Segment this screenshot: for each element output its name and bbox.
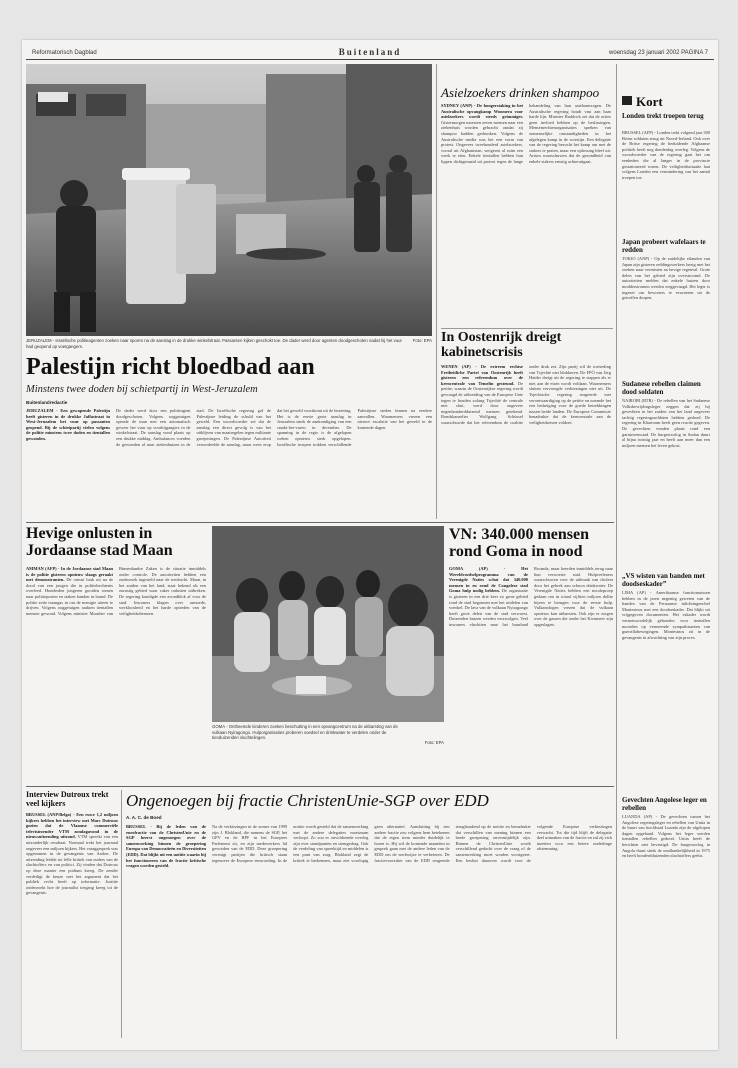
goma-photo-credit: Foto: EPA — [424, 740, 444, 745]
paper-name: Reformatorisch Dagblad — [32, 50, 97, 56]
sidebar-divider — [616, 64, 617, 1039]
kort-item-title: Gevechten Angolese leger en rebellen — [622, 796, 707, 812]
jordan-headline: Hevige onlusten in Jordaanse stad Maan — [26, 525, 173, 559]
kort-item-title: „VS wisten van banden met doodseskader” — [622, 572, 705, 588]
jordan-text: De onrust brak uit na de dood van een jongen die in politiehechtenis overleed. Honderden jongeren gooiden stenen naar politieposten en staken banden in brand. De politie zette traangas in om de menigte uiteen te drijven. Volgens ooggetuigen raakten tientallen mensen gewond. Volgens minister Muasher van Binnenlandse Zaken is de situatie inmiddels onder controle. De autoriteiten hebben een onderzoek ingesteld naar de toedracht. Maan, in het zuiden van het land, staat bekend als een onrustig gebied waar vaker onlusten uitbreken. De regering kondigde een avondklok af voor de stad. Inwoners klagen over armoede, werkloosheid en het harde optreden van de veiligheidsdiensten. — [26, 566, 206, 616]
asylum-headline: Asielzoekers drinken shampoo — [441, 85, 600, 100]
edd-headline: Ongenoegen bij fractie ChristenUnie-SGP over EDD — [126, 791, 489, 810]
kort-item-body: TOKIO (ANP) - Op de zuidelijke eilanden van Japan zijn gisteren reddingswerkers bezig met het zoeken naar vermisten na hevige regenval. Grote delen van het gebied zijn overstroomd. De autoriteiten melden dat enkele huizen door modderstromen werden weggevaagd. Het leger is ingezet om bewoners te evacueren uit de getroffen dorpen. — [622, 256, 710, 301]
kort-label: Kort — [636, 94, 663, 109]
dutroux-lead: BRUSSEL (ANP/Belga) - Een ruwe 1,2 miljoen kijkers hebben het interview met Marc Dutroux gezien dat de Vlaamse commerciële televisiezender VTM zondagavond in de nieuwsuitzending uitzond. — [26, 812, 118, 840]
header-rule — [26, 59, 714, 60]
asylum-lead: SYDNEY (ANP) - De hongerstaking in het Australische opvangkamp Woomera voor asielzoekers wordt steeds grimmiger. — [441, 103, 523, 120]
austria-headline: In Oostenrijk dreigt kabinetscrisis — [441, 330, 562, 360]
newspaper-page — [22, 40, 718, 1050]
goma-text: De organisatie is gisteren in een drie keer zo grote gebied rond de stad begonnen met het uitdelen van voedsel. De lava van de vulkaan Nyiragongo heeft grote delen van de stad verwoest. Duizenden huizen werden verzwolgen. Veel inwoners vluchtten naar het buurland Rwanda, maar keerden inmiddels terug naar hun verwoeste stad. Hulpverleners waarschuwen voor de uitbraak van cholera door het gebrek aan schoon drinkwater. De Verenigde Naties hebben een noodoproep gedaan om in totaal vijftien miljoen dollar bijeen te brengen voor de eerste hulp. Vulkanologen vrezen dat de vulkaan opnieuw kan uitbarsten. Ook zijn er zorgen over de gassen die onder het Kivumeer zijn opgeslagen. — [449, 566, 613, 627]
main-photo — [26, 64, 432, 336]
page-header — [26, 44, 714, 58]
kort-item-title: Londen trekt troepen terug — [622, 112, 704, 120]
asylum-body — [441, 103, 611, 325]
dutroux-text: VTM spreekt van een uitzonderlijk resultaat. Normaal trekt het journaal ongeveer een miljoen kijkers. Het vraaggesprek was opgenomen in de gevangenis van Aarlen. De uitzending leidde tot felle kritiek van ouders van de slachtoffers en van politici. Zij vinden dat Dutroux op deze manier een podium kreeg. De zender verdedigt de keuze met het argument dat het publiek recht heeft op informatie. Justitie onderzoekt hoe de journalist toegang kreeg tot de gevangenis. — [26, 834, 118, 896]
austria-lead: WENEN (AP) - De extreem rechtse Freiheitliche Partei van Oostenrijk heeft gisteren een referendum over de kerncentrale van Temelín gesteund. — [441, 364, 523, 386]
goma-body — [449, 566, 613, 782]
austria-body — [441, 364, 611, 514]
jordan-lead: AMMAN (AFP) - In de Jordaanse stad Maan is de politie gisteren opnieuw slaags geraakt met demonstranten. — [26, 566, 113, 583]
section-title: Buitenland — [338, 47, 402, 57]
goma-headline: VN: 340.000 mensen rond Goma in nood — [449, 526, 589, 560]
main-subtitle: Minstens twee doden bij schietpartij in West-Jeruzalem — [26, 384, 258, 395]
date-page: woensdag 23 januari 2002 PAGINA 7 — [609, 50, 708, 56]
kort-marker — [622, 96, 632, 105]
main-body: De dader werd door een politieagent doodgeschoten. Volgens ooggetuigen opende de man met een automatisch geweer het vuur op voorbijgangers in de winkelstraat. De aanslag vond plaats op een drukke middag. Ambulances voerden de gewonden af naar ziekenhuizen in de stad. De Israëlische regering gaf de Palestijnse leiding de schuld van het geweld. Een woordvoerder zei dat de aanslag een direct gevolg is van het uitblijven van maatregelen tegen militante groeperingen. De Palestijnse Autoriteit veroordeelde de aanslag, maar wees erop dat het geweld voortkomt uit de bezetting. Het is de eerste grote aanslag in Jeruzalem sinds de aankondiging van een staakt-het-vuren in december. De spanning in de regio is de afgelopen weken opnieuw sterk opgelopen. Israëlische troepen trokken verschillende Palestijnse steden binnen na eerdere aanvallen. Waarnemers vrezen een nieuwe escalatie van het geweld in de komende dagen. — [116, 408, 432, 447]
austria-text: De petitie, waarin de Oostenrijkse regering wordt gevraagd de uitbreiding van de Europese Unie tegen te houden zolang Tsjechië de centrale niet sluit, werd door ongeveer negenhonderdduizend mensen getekend. Bondskanselier Wolfgang Schüssel waarschuwde dat het referendum de coalitie onder druk zet. Zijn partij wil de toetreding van Tsjechië niet blokkeren. De FPÖ van Jörg Haider dreigt uit de regering te stappen als er niet aan de eisen wordt voldaan. Waarnemers sluiten vervroegde verkiezingen niet uit. De Tsjechische regering reageerde met verontwaardiging op de petitie en noemde het een bedreiging voor de goede betrekkingen tussen beide landen. De Europese Commissie benadrukte dat de kerncentrale aan de veiligheidseisen voldoet. — [441, 364, 611, 425]
kort-item-title: Japan probeert wafelaars te redden — [622, 238, 706, 254]
divider — [441, 328, 613, 329]
main-lead — [26, 408, 110, 508]
edd-lead — [126, 824, 206, 1034]
goma-photo — [212, 526, 444, 722]
kort-item-body: LIMA (AP) - Amerikaanse functionarissen hebben in de jaren negentig geweten van de banden van de Peruaanse inlichtingenchef Montesinos met een doodseskader. Dat blijkt uit vrijgegeven documenten. Het eskader wordt verantwoordelijk gehouden voor tientallen moorden op vermeende sympathisanten van guerrillabewegingen. Montesinos zit in de gevangenis in afwachting van zijn proces. — [622, 590, 710, 640]
edd-body: Na de verkiezingen in de zomer van 1999 zijn J. Blokland, die namens de SGP, het GPV en de RPF in het Europees Parlement zit, en zijn medewerkers lid geworden van de EDD. Deze groepering verenigt partijen die kritisch staan tegenover de Europese eenwording. In de notitie wordt gesteld dat de samenwerking met de andere delegaties moeizaam verloopt. Zo zou er onvoldoende overleg zijn over standpunten en stemgedrag. Ook de verdeling van spreektijd en middelen is een punt van zorg. Blokland zegt de kritiek te herkennen, maar ziet voorlopig geen alternatief. Aansluiting bij een andere fractie zou volgens hem betekenen dat de eigen stem minder duidelijk te horen is. Hij wil de komende maanden in gesprek gaan met de andere leden van de EDD om de werkwijze te verbeteren. De fractievoorzitter van de EDD reageerde terughoudend op de notitie en benadrukte dat verschillen van mening binnen een brede groepering onvermijdelijk zijn. Binnen de ChristenUnie wordt verschillend gedacht over de vraag of de samenwerking moet worden voortgezet. Een besluit daarover wordt voor de volgende Europese verkiezingen verwacht. Tot die tijd blijft de delegatie deel uitmaken van de fractie en zal zij zich inzetten voor een betere onderlinge afstemming. — [212, 824, 612, 863]
divider — [26, 786, 614, 787]
goma-lead: GOMA (AP) - Het Wereldvoedselprogramma van de Verenigde Naties schat dat 340.000 mensen in en rond de Congolese stad Goma hulp nodig hebben. — [449, 566, 528, 594]
kort-item-body: NAIROBI (RTR) - De rebellen van het Sudanese Volksbevrijdingsleger zeggen dat zij bij gevechten in het zuiden van het land ongeveer tachtig regeringssoldaten hebben gedood. De regering in Khartoum heeft geen reactie gegeven. De gevechten vonden plaats rond een garnizoensstad. De burgeroorlog in Sudan duurt al bijna twintig jaar en heeft aan meer dan een miljoen mensen het leven gekost. — [622, 398, 710, 448]
asylum-text: Gistermorgen moesten zeven mensen naar een ziekenhuis worden gebracht omdat zij shampoo hadden gedronken. Volgens de Australische media was het een vorm van protest. Ongeveer tweehonderd asielzoekers, vooral uit Afghanistan, weigeren al ruim een week te eten. Enkele tientallen hebben hun lippen dichtgenaaid uit protest tegen de lange behandeling van hun asielaanvragen. De Australische regering houdt vast aan haar harde lijn. Minister Ruddock zei dat de acties geen invloed hebben op de beslissingen. Mensenrechtenorganisaties spreken van onmenselijke omstandigheden in het afgelegen kamp in de woestijn. Een delegatie van de regering bezocht het kamp om met de stakers te praten, maar een oplossing bleef uit. Artsen waarschuwen dat de gezondheid van enkele stakers ernstig achteruitgaat. — [441, 103, 611, 164]
divider — [121, 790, 122, 1038]
edd-byline: A. A. C. de Boed — [126, 815, 162, 820]
jordan-body — [26, 566, 206, 782]
kort-item-title: Sudanese rebellen claimen dood soldaten — [622, 380, 701, 396]
main-headline: Palestijn richt bloedbad aan — [26, 354, 315, 380]
dutroux-body — [26, 812, 118, 1034]
main-photo-caption: JERUZALEM - Israëlische politieagenten zoeken naar sporen na de aanslag in de drukke winkelstraat. Passanten kijken geschokt toe. De dader werd door agenten doodgeschoten nadat hij het vuur had geopend op voetgangers. — [26, 338, 402, 349]
main-photo-credit: Foto: EPA — [412, 338, 432, 343]
kort-item-body: LUANDA (AP) - De gevechten tussen het Angolese regeringsleger en rebellen van Unita in de buurt van hoofdstad Luanda zijn de afgelopen dagen opgelaaid. Volgens het leger werden tientallen rebellen gedood. Unita heeft de berichten niet bevestigd. De burgeroorlog in Angola duurt sinds de onafhankelijkheid in 1975 en heeft honderdduizenden slachtoffers geëist. — [622, 814, 710, 859]
edd-lead-text: BRUSSEL - Bij de leden van de eurofractie van de ChristenUnie en de SGP heerst ongenoegen over de samenwerking binnen de groepering Europa van Democratieën en Diversiteiten (EDD). Dat blijkt uit een notitie waarin bij het functioneren van de fractie kritische vragen worden gesteld. — [126, 824, 206, 869]
goma-photo-caption: GOMA - Ontheemde kinderen zoeken beschutting in een opvangcentrum na de uitbarsting van de vulkaan Nyiragongo. Hulporganisaties proberen voedsel en drinkwater te verdelen onder de tienduizenden vluchtelingen. — [212, 724, 398, 740]
dutroux-headline: Interview Dutroux trekt veel kijkers — [26, 790, 109, 808]
divider — [436, 64, 437, 519]
divider — [26, 522, 614, 523]
kort-item-body: BRUSSEL (AFP) - Londen trekt volgend jaar 300 Britse soldaten terug uit Noord-Ierland. Ook over de Britse regering de beduidende Afghaanse politiek heeft nog donderdag overleg. Volgens de woordvoerder van de regering gaat het om eenheden die al langer in de provincie gestationeerd waren. De veiligheidssituatie laat volgens Londen een vermindering van het aantal troepen toe. — [622, 130, 710, 180]
main-byline: Buitenlandredactie — [26, 400, 68, 405]
main-lead-text: JERUZALEM - Een gewapende Palestijn heeft gisteren in de drukke Jaffastraat in West-Jeruzalem het vuur op passanten geopend. Bij de schietpartij vielen volgens de politie minstens twee doden en tientallen gewonden. — [26, 408, 110, 441]
